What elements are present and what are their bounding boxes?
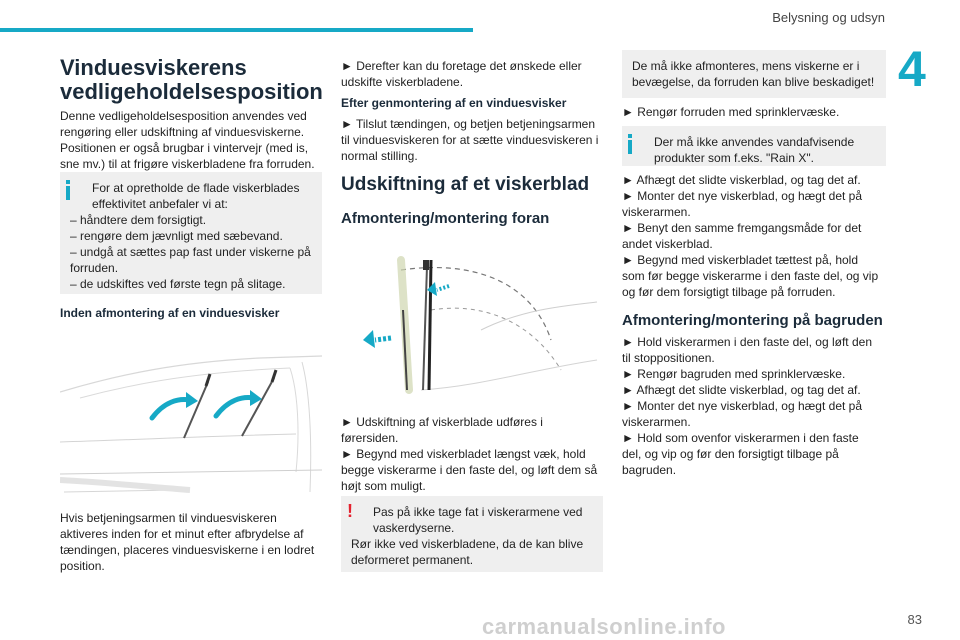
front-replace-steps: ► Afhægt det slidte viskerblad, og tag det af. ► Monter det nye viskerblad, og hægt det på viskerarmen. ► Benyt den samme fremgangsmåde for det andet viskerblad. ► Begynd med viskerbladet tættest på, hold som før begge viskerarme i den faste del, og vip og før dem forsigtigt tilbage på forruden.: [622, 173, 879, 299]
car-wiper-illustration: [60, 352, 322, 502]
info-icon: [66, 180, 70, 202]
subheading-rear: Afmontering/montering på bagruden: [622, 312, 883, 329]
step-clean-windscreen: ► Rengør forruden med sprinklervæske.: [622, 105, 840, 119]
section-title-replace-blade: Udskiftning af et viskerblad: [341, 174, 590, 195]
section-title-line1: Vinduesviskerens: [60, 55, 247, 80]
front-steps: ► Udskiftning af viskerblade udføres i førersiden. ► Begynd med viskerbladet længst væk, hold begge viskerarme i den faste del, og løft dem så højt som muligt.: [341, 415, 598, 493]
info-box-rain-x: Der må ikke anvendes vandafvisende produkter som f.eks. "Rain X".: [622, 126, 886, 166]
subheading-after-refit: Efter genmontering af en vinduesvisker: [341, 96, 567, 110]
page-number: 83: [907, 612, 922, 627]
warning-icon: !: [347, 501, 353, 521]
info-box: For at opretholde de flade viskerblades effektivitet anbefaler vi at: – håndtere dem forsigtigt. – rengøre dem jævnligt med sæbevand. – undgå at sættes pap fast under viskerne på forruden. – de udskiftes ved første tegn på slitage.: [60, 172, 322, 294]
subheading-before-removal: Inden afmontering af en vinduesvisker: [60, 306, 280, 320]
intro-text: Denne vedligeholdelsesposition anvendes ved rengøring eller udskiftning af vinduesviskerne. Positionen er også brugbar i vintervejr (med is, sne mv.) til at frigøre viskerbladene fra forruden.: [60, 109, 315, 171]
caution-box: De må ikke afmonteres, mens viskerne er i bevægelse, da forruden kan blive beskadiget!: [622, 50, 886, 98]
subheading-front: Afmontering/montering foran: [341, 210, 550, 227]
watermark: carmanualsonline.info: [482, 614, 726, 639]
after-image-text: Hvis betjeningsarmen til vinduesviskeren aktiveres inden for et minut efter afbrydelse af tændingen, placeres vinduesviskerne i en lodret position.: [60, 511, 315, 573]
step-ignition: ► Tilslut tændingen, og betjen betjeningsarmen til vinduesviskeren for at sætte vinduesviskeren i normal stilling.: [341, 117, 599, 163]
rear-steps: ► Hold viskerarmen i den faste del, og løft den til stoppositionen. ► Rengør bagruden med sprinklervæske. ► Afhægt det slidte viskerblad, og tag det af. ► Monter det nye viskerblad, og hægt det på viskerarmen. ► Hold som ovenfor viskerarmen i den faste del, og vip og før den forsigtigt tilbage på bagruden.: [622, 335, 872, 477]
chapter-number: 4: [898, 41, 926, 97]
step-continue: ► Derefter kan du foretage det ønskede eller udskifte viskerbladene.: [341, 59, 582, 89]
section-title-line2: vedligeholdelsesposition: [60, 79, 323, 104]
warning-box: ! Pas på ikke tage fat i viskerarmene ved vaskerdyserne. Rør ikke ved viskerbladene, da de kan blive deformeret permanent.: [341, 496, 603, 572]
info-icon: [628, 134, 632, 156]
running-title: Belysning og udsyn: [772, 10, 885, 25]
header-accent-bar: [0, 28, 473, 32]
wiper-blade-illustration: [361, 240, 601, 400]
